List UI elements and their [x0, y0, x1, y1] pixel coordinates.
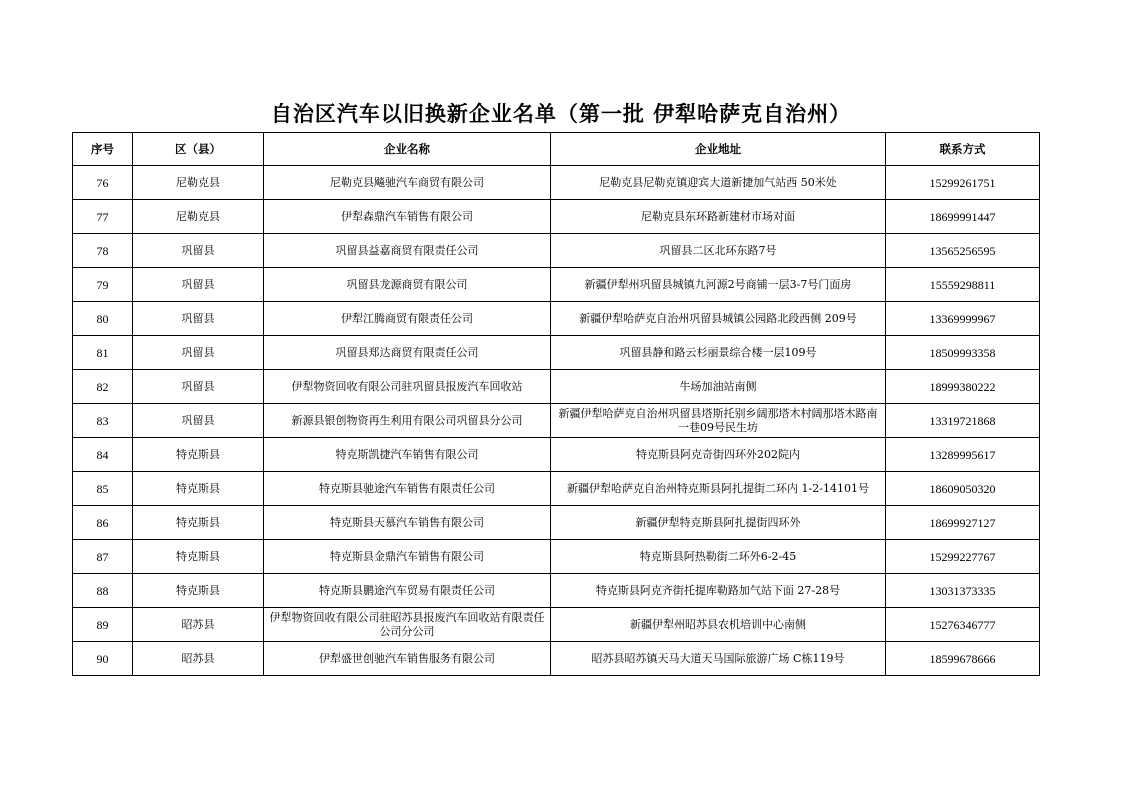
header-district: 区（县）	[133, 133, 264, 166]
enterprise-table	[72, 132, 1040, 676]
table-row	[73, 404, 1040, 438]
header-company-address: 企业地址	[551, 133, 886, 166]
cell-seq: 88	[73, 574, 133, 608]
cell-contact: 15299227767	[886, 540, 1040, 574]
cell-contact: 13369999967	[886, 302, 1040, 336]
cell-company-address: 牛场加油站南侧	[551, 370, 886, 404]
cell-district: 尼勒克县	[133, 200, 264, 234]
cell-district: 特克斯县	[133, 540, 264, 574]
cell-seq: 77	[73, 200, 133, 234]
cell-contact: 18999380222	[886, 370, 1040, 404]
cell-contact: 13565256595	[886, 234, 1040, 268]
cell-company-name: 特克斯县驰途汽车销售有限责任公司	[264, 472, 551, 506]
table-header	[73, 133, 1040, 166]
cell-seq: 89	[73, 608, 133, 642]
cell-seq: 76	[73, 166, 133, 200]
cell-company-name: 特克斯县鹏途汽车贸易有限责任公司	[264, 574, 551, 608]
cell-seq: 85	[73, 472, 133, 506]
cell-district: 巩留县	[133, 234, 264, 268]
table-row	[73, 642, 1040, 676]
table-row	[73, 506, 1040, 540]
cell-company-name: 新源县银创物资再生利用有限公司巩留县分公司	[264, 404, 551, 438]
document-title: 自治区汽车以旧换新企业名单（第一批 伊犁哈萨克自治州）	[270, 102, 852, 126]
cell-district: 特克斯县	[133, 506, 264, 540]
cell-company-name: 巩留县郑达商贸有限责任公司	[264, 336, 551, 370]
cell-company-address: 昭苏县昭苏镇天马大道天马国际旅游广场 C栋119号	[551, 642, 886, 676]
cell-seq: 90	[73, 642, 133, 676]
table-row	[73, 472, 1040, 506]
cell-company-address: 巩留县静和路云杉丽景综合楼一层109号	[551, 336, 886, 370]
cell-contact: 13319721868	[886, 404, 1040, 438]
cell-district: 巩留县	[133, 336, 264, 370]
cell-district: 尼勒克县	[133, 166, 264, 200]
cell-company-address: 新疆伊犁哈萨克自治州巩留县塔斯托别乡阔那塔木村阔那塔木路南一巷09号民生坊	[551, 404, 886, 438]
cell-district: 特克斯县	[133, 574, 264, 608]
cell-company-address: 新疆伊犁州巩留县城镇九河源2号商铺一层3-7号门面房	[551, 268, 886, 302]
cell-contact: 18699991447	[886, 200, 1040, 234]
cell-district: 巩留县	[133, 302, 264, 336]
header-seq: 序号	[73, 133, 133, 166]
header-contact: 联系方式	[886, 133, 1040, 166]
table-row	[73, 234, 1040, 268]
cell-company-address: 特克斯县阿热勒街二环外6-2-45	[551, 540, 886, 574]
table-row	[73, 574, 1040, 608]
cell-company-name: 尼勒克县飚驰汽车商贸有限公司	[264, 166, 551, 200]
cell-company-name: 伊犁物资回收有限公司驻巩留县报废汽车回收站	[264, 370, 551, 404]
table-row	[73, 540, 1040, 574]
cell-seq: 83	[73, 404, 133, 438]
cell-seq: 80	[73, 302, 133, 336]
table-body	[73, 166, 1040, 676]
table-row	[73, 268, 1040, 302]
cell-contact: 15559298811	[886, 268, 1040, 302]
cell-company-name: 伊犁物资回收有限公司驻昭苏县报废汽车回收站有限责任公司分公司	[264, 608, 551, 642]
cell-company-address: 特克斯县阿克齐街托提库勒路加气站下面 27-28号	[551, 574, 886, 608]
cell-district: 特克斯县	[133, 438, 264, 472]
cell-contact: 18599678666	[886, 642, 1040, 676]
cell-company-name: 特克斯凯捷汽车销售有限公司	[264, 438, 551, 472]
cell-district: 特克斯县	[133, 472, 264, 506]
cell-company-address: 新疆伊犁哈萨克自治州巩留县城镇公园路北段西侧 209号	[551, 302, 886, 336]
cell-company-address: 新疆伊犁特克斯县阿扎提街四环外	[551, 506, 886, 540]
cell-company-address: 新疆伊犁州昭苏县农机培训中心南侧	[551, 608, 886, 642]
table-row	[73, 336, 1040, 370]
cell-contact: 13289995617	[886, 438, 1040, 472]
cell-company-address: 巩留县二区北环东路7号	[551, 234, 886, 268]
table-row	[73, 370, 1040, 404]
cell-contact: 18609050320	[886, 472, 1040, 506]
cell-district: 昭苏县	[133, 642, 264, 676]
cell-district: 巩留县	[133, 404, 264, 438]
cell-seq: 86	[73, 506, 133, 540]
table-row	[73, 438, 1040, 472]
table-row	[73, 302, 1040, 336]
cell-contact: 18509993358	[886, 336, 1040, 370]
cell-company-address: 尼勒克县东环路新建材市场对面	[551, 200, 886, 234]
cell-company-name: 特克斯县金鼎汽车销售有限公司	[264, 540, 551, 574]
cell-company-name: 伊犁盛世创驰汽车销售服务有限公司	[264, 642, 551, 676]
cell-contact: 15299261751	[886, 166, 1040, 200]
cell-seq: 82	[73, 370, 133, 404]
cell-contact: 18699927127	[886, 506, 1040, 540]
table-row	[73, 200, 1040, 234]
cell-company-name: 伊犁江腾商贸有限责任公司	[264, 302, 551, 336]
cell-company-address: 新疆伊犁哈萨克自治州特克斯县阿扎提街二环内 1-2-14101号	[551, 472, 886, 506]
cell-seq: 81	[73, 336, 133, 370]
cell-company-address: 特克斯县阿克奇街四环外202院内	[551, 438, 886, 472]
cell-company-name: 巩留县龙源商贸有限公司	[264, 268, 551, 302]
header-row	[73, 133, 1040, 166]
cell-seq: 79	[73, 268, 133, 302]
cell-company-address: 尼勒克县尼勒克镇迎宾大道新捷加气站西 50米处	[551, 166, 886, 200]
cell-district: 昭苏县	[133, 608, 264, 642]
cell-district: 巩留县	[133, 268, 264, 302]
table-row	[73, 608, 1040, 642]
cell-contact: 13031373335	[886, 574, 1040, 608]
cell-seq: 78	[73, 234, 133, 268]
cell-company-name: 特克斯县天慕汽车销售有限公司	[264, 506, 551, 540]
cell-seq: 84	[73, 438, 133, 472]
cell-seq: 87	[73, 540, 133, 574]
cell-contact: 15276346777	[886, 608, 1040, 642]
header-company-name: 企业名称	[264, 133, 551, 166]
cell-company-name: 伊犁森鼎汽车销售有限公司	[264, 200, 551, 234]
cell-district: 巩留县	[133, 370, 264, 404]
table-row	[73, 166, 1040, 200]
cell-company-name: 巩留县益嘉商贸有限责任公司	[264, 234, 551, 268]
